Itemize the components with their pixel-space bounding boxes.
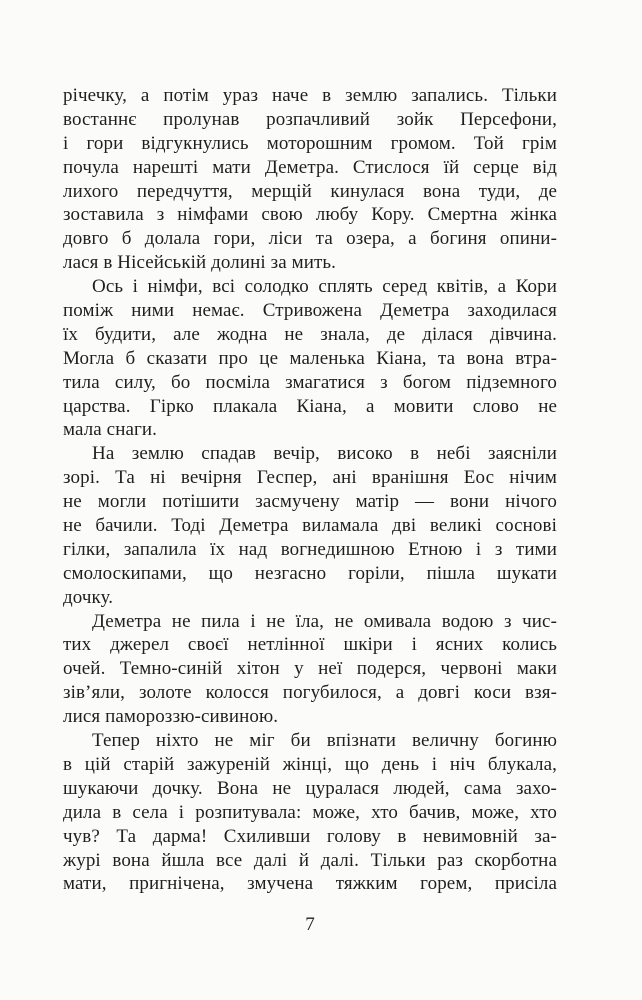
text-line: дочку. (63, 586, 114, 608)
text-line: смолоскипами, що незгасно горіли, пішла шукати (63, 562, 557, 584)
text-line: тила силу, бо посміла змагатися з богом підземного (63, 371, 557, 393)
text-line: і гори відгукнулись моторошним громом. Той грім (63, 132, 557, 154)
paragraph (63, 275, 557, 442)
text-line: не могли потішити засмучену матір — вони нічого (63, 491, 557, 513)
text-line: шукаючи дочку. Вона не цуралася людей, сама захо- (63, 777, 557, 799)
paragraph (63, 729, 557, 896)
text-line: дила в села і розпитувала: може, хто бачив, може, хто (63, 801, 557, 823)
text-line: очей. Темно-синій хітон у неї подерся, червоні маки (63, 658, 557, 680)
text-block (63, 84, 557, 896)
paragraph (63, 610, 557, 729)
text-line: журі вона йшла все далі й далі. Тільки раз скорботна (63, 849, 557, 871)
text-line: царства. Гірко плакала Кіана, а мовити слово не (63, 395, 557, 417)
text-line: річечку, а потім ураз наче в землю запались. Тільки (63, 85, 557, 106)
paragraph (63, 84, 557, 275)
text-line: лися памороззю-сивиною. (63, 706, 279, 728)
text-line: зорі. Та ні вечірня Геспер, ані вранішня Еос нічим (63, 467, 557, 489)
text-line: тих джерел своєї нетлінної шкіри і ясних колись (63, 634, 557, 656)
text-line: Могла б сказати про це маленька Кіана, та вона втра- (63, 347, 557, 369)
text-line: їх будити, але жодна не знала, де ділася дівчина. (63, 323, 557, 345)
text-line: не бачили. Тоді Деметра виламала дві великі соснові (63, 515, 557, 537)
text-line: зів’яли, золоте колосся погубилося, а довгі коси взя- (63, 682, 557, 704)
text-line: Ось і німфи, всі солодко сплять серед квітів, а Кори (92, 276, 557, 298)
text-line: мати, пригнічена, змучена тяжким горем, присіла (63, 873, 557, 895)
text-line: почула нарешті мати Деметра. Стислося їй серце від (63, 156, 557, 178)
text-line: лихого передчуття, мерщій кинулася вона туди, де (63, 180, 557, 202)
page-number: 7 (305, 914, 315, 935)
text-line: Тепер ніхто не міг би впізнати величну богиню (92, 730, 557, 752)
text-line: довго б долала гори, ліси та озера, а богиня опини- (63, 228, 557, 250)
paragraph (63, 442, 557, 609)
text-line: гілки, запалила їх над вогнедишною Етною і з тими (63, 538, 557, 560)
text-line: Деметра не пила і не їла, не омивала водою з чис- (92, 610, 557, 632)
text-line: поміж ними немає. Стривожена Деметра заходилася (63, 300, 557, 322)
text-line: востаннє пролунав розпачливий зойк Персефони, (63, 108, 557, 130)
text-line: зоставила з німфами свою любу Кору. Смертна жінка (63, 204, 557, 226)
text-line: лася в Нісейській долині за мить. (63, 252, 337, 274)
text-line: чув? Та дарма! Схиливши голову в невимовній за- (63, 825, 557, 847)
text-line: На землю спадав вечір, високо в небі заясніли (92, 443, 557, 465)
text-line: мала снаги. (63, 419, 158, 441)
text-line: в цій старій зажуреній жінці, що день і ніч блукала, (63, 753, 557, 775)
